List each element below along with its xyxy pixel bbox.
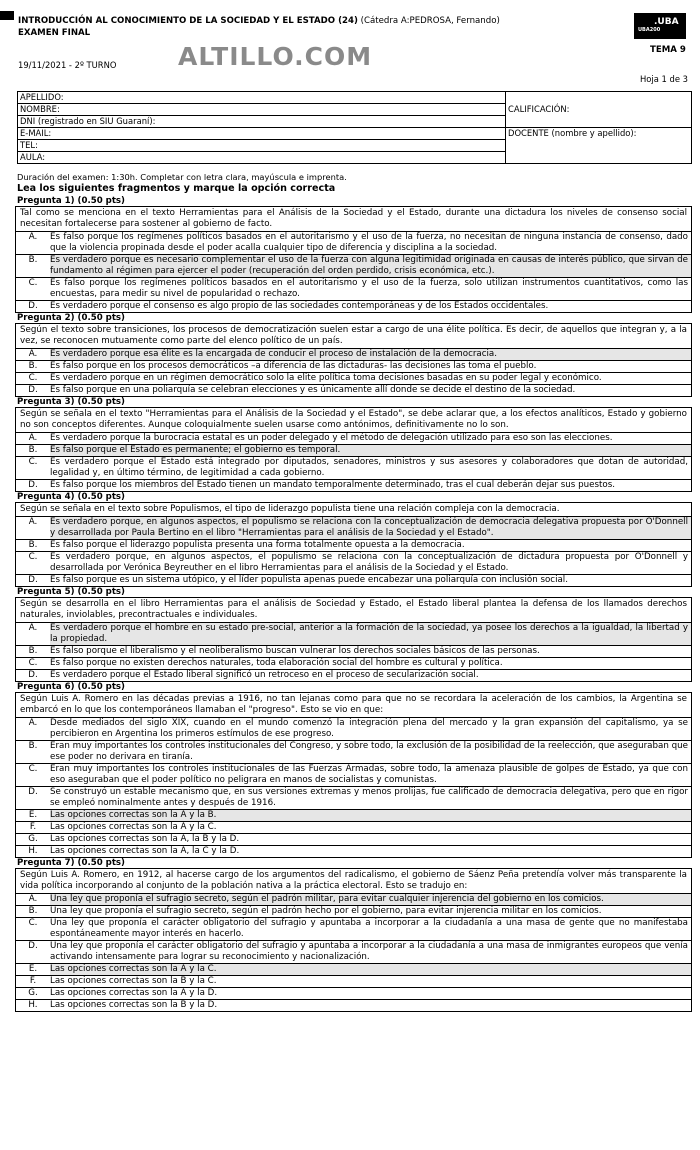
option-letter: B. bbox=[28, 741, 38, 751]
option-letter: F. bbox=[29, 976, 37, 986]
option-row[interactable] bbox=[16, 821, 691, 833]
option-letter: A. bbox=[28, 517, 38, 527]
option-row[interactable] bbox=[16, 432, 691, 444]
instructions: Duración del examen: 1:30h. Completar con letra clara, mayúscula e imprenta. bbox=[17, 172, 347, 182]
option-letter: B. bbox=[28, 646, 38, 656]
option-text: Desde mediados del siglo XIX, cuando en el mundo comenzó la integración plena del mercado y la gran expansión del capitalismo, ya se percibieron en Argentina los primeros estímulos de ese progreso. bbox=[50, 718, 688, 739]
option-row[interactable] bbox=[16, 845, 691, 857]
option-letter: H. bbox=[28, 846, 38, 856]
option-text: Es verdadero porque el hombre en su estado pre-social, anterior a la formación de la sociedad, ya posee los derechos a la igualdad, la libertad y la propiedad. bbox=[50, 623, 691, 645]
question-box bbox=[15, 502, 692, 587]
question-box bbox=[15, 692, 692, 858]
option-text: Es falso porque no existen derechos naturales, toda elaboración social del hombre es cultural y política. bbox=[50, 658, 503, 668]
questions-list bbox=[15, 196, 692, 1012]
option-text: Es verdadero porque el Estado está integrado por diputados, senadores, ministros y sus asesores y colaboradores que dotan de autoridad, legalidad y, en último término, de legitimidad a cada gobierno. bbox=[50, 457, 688, 478]
course-name: INTRODUCCIÓN AL CONOCIMIENTO DE LA SOCIEDAD Y EL ESTADO (24) bbox=[18, 16, 358, 26]
option-text: Una ley que proponía el carácter obligatorio del sufragio y apuntaba a incorporar a la ciudadanía a una masa de inmigrantes europeos que venía activando intensamente para lograr su reconocimiento y nacionalización. bbox=[50, 941, 688, 962]
question-box bbox=[15, 597, 692, 682]
option-row[interactable] bbox=[16, 999, 691, 1011]
option-text: Es verdadero porque, en algunos aspectos, el populismo se relaciona con la conceptualización de democracia delegativa propuesta por O'Donnell y desarrollada por Paula Bertino en el libro "Herramientas para el análisis de la Sociedad y el Estado". bbox=[50, 517, 691, 539]
option-row[interactable] bbox=[16, 975, 691, 987]
option-letter: C. bbox=[28, 918, 38, 928]
option-text: Es verdadero porque el Estado liberal significó un retroceso en el proceso de secularización social. bbox=[50, 670, 479, 680]
option-row[interactable] bbox=[16, 539, 691, 551]
question-stem: Tal como se menciona en el texto Herramientas para el Análisis de la Sociedad y el Estado, durante una dictadura los niveles de consenso social necesitan fortalecerse para sostener al gobierno de facto. bbox=[20, 208, 687, 229]
option-letter: B. bbox=[28, 540, 38, 550]
option-letter: G. bbox=[28, 834, 38, 844]
option-row[interactable] bbox=[16, 763, 691, 786]
question-box bbox=[15, 206, 692, 313]
option-letter: D. bbox=[28, 385, 38, 395]
option-text: Es falso porque el liderazgo populista presenta una forma totalmente opuesta a la democracia. bbox=[50, 540, 465, 550]
nombre-field[interactable]: NOMBRE: bbox=[18, 104, 506, 116]
option-row[interactable] bbox=[16, 917, 691, 940]
option-row[interactable] bbox=[16, 740, 691, 763]
question-title: Pregunta 6) (0.50 pts) bbox=[17, 682, 125, 692]
question-title: Pregunta 5) (0.50 pts) bbox=[17, 587, 125, 597]
option-row[interactable] bbox=[16, 372, 691, 384]
option-text: Eran muy importantes los controles institucionales de las Fuerzas Armadas, sobre todo, la amenaza plausible de golpes de Estado, ya que con eso aseguraban que el poder político no peligrara en manos de socialistas y comunistas. bbox=[50, 764, 688, 785]
email-field[interactable]: E-MAIL: bbox=[18, 128, 506, 140]
option-letter: A. bbox=[28, 433, 38, 443]
option-text: Una ley que proponía el sufragio secreto, según el padrón hecho por el gobierno, para evitar injerencia militar en los comicios. bbox=[50, 906, 602, 916]
option-text: Es falso porque el liberalismo y el neoliberalismo buscan vulnerar los derechos sociales básicos de las personas. bbox=[50, 646, 540, 656]
option-letter: A. bbox=[28, 232, 38, 242]
option-letter: B. bbox=[28, 906, 38, 916]
option-letter: B. bbox=[28, 255, 38, 265]
option-row[interactable] bbox=[16, 300, 691, 312]
question-title: Pregunta 1) (0.50 pts) bbox=[17, 196, 125, 206]
question-stem: Según se señala en el texto "Herramientas para el Análisis de la Sociedad y el Estado", se debe aclarar que, a los efectos analíticos, Estado y gobierno no son conceptos diferentes. Aunque coloquialmente suelen usarse como antónimos, definitivamente no lo son. bbox=[20, 409, 687, 430]
uba-logo bbox=[634, 13, 686, 39]
option-text: Eran muy importantes los controles institucionales del Congreso, y sobre todo, la exclusión de la posibilidad de la reelección, que aseguraban que ese poder no derivara en tiranía. bbox=[50, 741, 688, 762]
option-text: Las opciones correctas son la A, la C y la D. bbox=[50, 846, 240, 856]
option-text: Una ley que proponía el carácter obligatorio del sufragio y apuntaba a incorporar a la ciudadanía a una masa de gente que no manifestaba espontáneamente mayor interés en hacerlo. bbox=[50, 918, 688, 939]
option-row[interactable] bbox=[16, 645, 691, 657]
option-row[interactable] bbox=[16, 717, 691, 740]
option-row[interactable] bbox=[16, 277, 691, 300]
header-mark bbox=[0, 11, 14, 20]
option-letter: F. bbox=[29, 822, 37, 832]
option-letter: D. bbox=[28, 670, 38, 680]
option-row[interactable] bbox=[16, 516, 691, 539]
option-row[interactable] bbox=[16, 786, 691, 809]
option-text: Las opciones correctas son la A y la B. bbox=[50, 810, 691, 821]
lead-text: Lea los siguientes fragmentos y marque la opción correcta bbox=[17, 183, 336, 194]
tel-field[interactable]: TEL: bbox=[18, 140, 506, 152]
catedra: (Cátedra A:PEDROSA, Fernando) bbox=[360, 16, 500, 26]
option-letter: E. bbox=[28, 964, 38, 974]
option-row[interactable] bbox=[16, 622, 691, 645]
option-text: Es verdadero porque en un régimen democrático solo la elite política toma decisiones basadas en su poder legal y económico. bbox=[50, 373, 602, 383]
option-text: Las opciones correctas son la A y la C. bbox=[50, 964, 691, 975]
apellido-field[interactable]: APELLIDO: bbox=[18, 92, 506, 104]
option-row[interactable] bbox=[16, 254, 691, 277]
question-stem: Según se señala en el texto sobre Populismos, el tipo de liderazgo populista tiene una relación compleja con la democracia. bbox=[20, 504, 560, 514]
option-text: Una ley que proponía el sufragio secreto, según el padrón militar, para evitar cualquier injerencia del gobierno en los comicios. bbox=[50, 894, 691, 905]
option-letter: D. bbox=[28, 575, 38, 585]
option-letter: B. bbox=[28, 361, 38, 371]
watermark: ALTILLO.COM bbox=[178, 42, 373, 71]
option-text: Las opciones correctas son la B y la C. bbox=[50, 976, 217, 986]
option-letter: C. bbox=[28, 764, 38, 774]
option-row[interactable] bbox=[16, 384, 691, 396]
option-letter: B. bbox=[28, 445, 38, 455]
option-row[interactable] bbox=[16, 809, 691, 821]
option-letter: H. bbox=[28, 1000, 38, 1010]
aula-field[interactable]: AULA: bbox=[18, 152, 506, 164]
option-text: Es verdadero porque la burocracia estatal es un poder delegado y el método de delegación utilizado para eso son las elecciones. bbox=[50, 433, 613, 443]
calificacion-field[interactable]: CALIFICACIÓN: bbox=[506, 92, 692, 128]
option-letter: G. bbox=[28, 988, 38, 998]
option-row[interactable] bbox=[16, 987, 691, 999]
option-row[interactable] bbox=[16, 348, 691, 360]
exam-date: 19/11/2021 - 2º TURNO bbox=[18, 60, 117, 70]
option-text: Es verdadero porque esa élite es la encargada de conducir el proceso de instalación de la democracia. bbox=[50, 349, 691, 360]
question-title: Pregunta 3) (0.50 pts) bbox=[17, 397, 125, 407]
option-text: Es falso porque los regímenes políticos basados en el autoritarismo y el uso de la fuerza, no necesitan de ninguna instancia de consenso, dado que la violencia propinada desde el poder acalla cualquier tipo de diferencia y disciplina a la sociedad. bbox=[50, 232, 688, 253]
course-title bbox=[18, 16, 500, 26]
option-letter: A. bbox=[28, 349, 38, 359]
option-row[interactable] bbox=[16, 456, 691, 479]
question-stem: Según se desarrolla en el libro Herramientas para el análisis de Sociedad y Estado, el Estado liberal plantea la defensa de los llamados derechos naturales, inviolables, precontractuales e individuales. bbox=[20, 599, 687, 620]
option-text: Es falso porque en los procesos democráticos –a diferencia de las dictaduras- las decisiones las toma el pueblo. bbox=[50, 361, 537, 371]
question-box bbox=[15, 407, 692, 492]
option-letter: A. bbox=[28, 623, 38, 633]
student-info-table bbox=[17, 91, 692, 164]
option-text: Las opciones correctas son la B y la D. bbox=[50, 1000, 218, 1010]
option-letter: A. bbox=[28, 718, 38, 728]
option-text: Es falso porque los miembros del Estado tienen un mandato temporalmente determinado, tras el cual deberán dejar sus puestos. bbox=[50, 480, 615, 490]
option-letter: C. bbox=[28, 457, 38, 467]
option-row[interactable] bbox=[16, 574, 691, 586]
option-row[interactable] bbox=[16, 905, 691, 917]
option-text: Las opciones correctas son la A y la D. bbox=[50, 988, 218, 998]
question-title: Pregunta 4) (0.50 pts) bbox=[17, 492, 125, 502]
option-row[interactable] bbox=[16, 551, 691, 574]
option-letter: C. bbox=[28, 658, 38, 668]
option-letter: C. bbox=[28, 278, 38, 288]
question-stem: Según Luis A. Romero en las décadas previas a 1916, no tan lejanas como para que no se recordara la aceleración de los cambios, la Argentina se embarcó en lo que los contemporáneos llamaban el "progreso". Esto se vio en que: bbox=[20, 694, 687, 715]
option-text: Las opciones correctas son la A y la C. bbox=[50, 822, 217, 832]
option-text: Es falso porque el Estado es permanente; el gobierno es temporal. bbox=[50, 445, 691, 456]
option-letter: C. bbox=[28, 373, 38, 383]
question-box bbox=[15, 868, 692, 1012]
option-row[interactable] bbox=[16, 669, 691, 681]
option-row[interactable] bbox=[16, 833, 691, 845]
option-text: Es falso porque los regímenes políticos basados en el autoritarismo y el uso de la fuerza, solo utilizan instrumentos cuantitativos, como las encuestas, para medir su nivel de popularidad o rechazo. bbox=[50, 278, 688, 299]
tema-label: TEMA 9 bbox=[650, 45, 686, 55]
option-text: Es verdadero porque el consenso es algo propio de las sociedades contemporáneas y de los Estados occidentales. bbox=[50, 301, 549, 311]
dni-field[interactable]: DNI (registrado en SIU Guaraní): bbox=[18, 116, 506, 128]
option-row[interactable] bbox=[16, 231, 691, 254]
option-text: Es falso porque en una poliarquía se celebran elecciones y es únicamente allí donde se decide el destino de la sociedad. bbox=[50, 385, 576, 395]
question-stem: Según el texto sobre transiciones, los procesos de democratización suelen estar a cargo de una élite política. Es decir, de aquellos que integran y, a la vez, se reconocen mutuamente como parte del elenco político de un país. bbox=[20, 325, 687, 346]
option-letter: C. bbox=[28, 552, 38, 562]
option-row[interactable] bbox=[16, 657, 691, 669]
logo-text: .UBA bbox=[654, 17, 679, 27]
option-letter: D. bbox=[28, 480, 38, 490]
option-text: Se construyó un estable mecanismo que, en sus versiones extremas y menos prolijas, fue calificado de democracia delegativa, pero que en rigor se empleó nominalmente antes y después de 1916. bbox=[50, 787, 688, 808]
option-letter: A. bbox=[28, 894, 38, 904]
option-letter: D. bbox=[28, 941, 38, 951]
docente-field[interactable]: DOCENTE (nombre y apellido): bbox=[506, 128, 692, 164]
option-text: Las opciones correctas son la A, la B y la D. bbox=[50, 834, 240, 844]
option-text: Es falso porque es un sistema utópico, y el líder populista apenas puede encabezar una poliarquía con inclusión social. bbox=[50, 575, 568, 585]
option-letter: D. bbox=[28, 301, 38, 311]
option-text: Es verdadero porque es necesario complementar el uso de la fuerza con alguna legitimidad originada en causas de interés público, que sirvan de fundamento al régimen para ejercer el poder (recuperación del orden perdido, crisis económica, etc.). bbox=[50, 255, 691, 277]
option-letter: D. bbox=[28, 787, 38, 797]
question-title: Pregunta 7) (0.50 pts) bbox=[17, 858, 125, 868]
question-stem: Según Luis A. Romero, en 1912, al hacerse cargo de los argumentos del radicalismo, el gobierno de Sáenz Peña pretendía volver más transparente la vida política incorporando al conjunto de la población nativa a la práctica electoral. Esto se tradujo en: bbox=[20, 870, 687, 891]
option-row[interactable] bbox=[16, 893, 691, 905]
page-indicator: Hoja 1 de 3 bbox=[640, 74, 688, 84]
question-title: Pregunta 2) (0.50 pts) bbox=[17, 313, 125, 323]
question-box bbox=[15, 323, 692, 397]
option-letter: E. bbox=[28, 810, 38, 820]
option-text: Es verdadero porque, en algunos aspectos, el populismo se relaciona con la conceptualización de dictadura propuesta por O'Donnell y desarrollada por Verónica Beyreuther en el libro Herramientas para el análisis de la Sociedad y el Estado. bbox=[50, 552, 688, 573]
option-row[interactable] bbox=[16, 963, 691, 975]
exam-type: EXAMEN FINAL bbox=[18, 28, 91, 38]
option-row[interactable] bbox=[16, 479, 691, 491]
logo-sub: UBA200 bbox=[638, 27, 661, 33]
option-row[interactable] bbox=[16, 360, 691, 372]
option-row[interactable] bbox=[16, 444, 691, 456]
option-row[interactable] bbox=[16, 940, 691, 963]
